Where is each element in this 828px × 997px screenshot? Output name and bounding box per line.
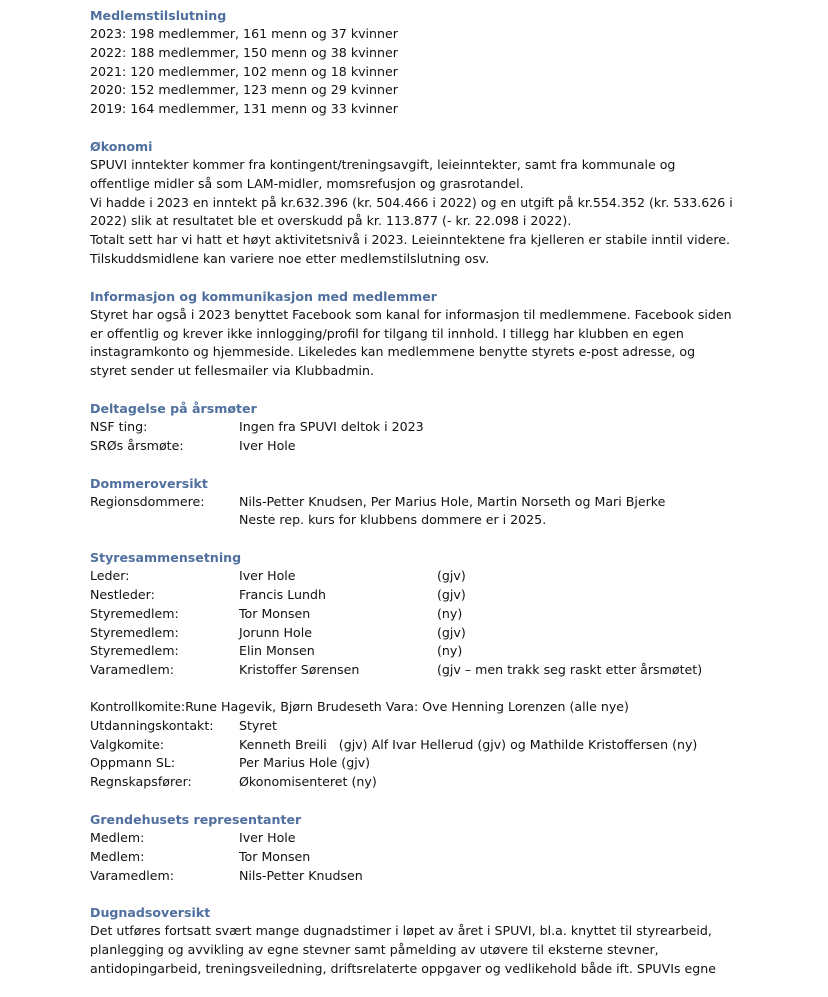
economy-section [90,137,790,269]
control-committee-label: Kontrollkomite: [90,698,186,714]
dugnad-line: antidopingarbeid, treningsveiledning, driftsrelaterte oppgaver og vedlikehold både ift. SPUVIs egne [90,960,716,976]
spacer [90,511,239,530]
committee-row [90,736,790,755]
grendehus-row [90,867,790,886]
meetings-section [90,399,790,456]
board-name: Elin Monsen [239,643,315,659]
committee-row [90,717,790,736]
info-line: Styret har også i 2023 benyttet Facebook som kanal for informasjon til medlemmene. Facebook siden [90,306,732,322]
grendehus-value: Iver Hole [239,829,296,845]
committee-row [90,754,790,773]
economy-line: Totalt sett har vi hatt et høyt aktivitetsnivå i 2023. Leieinntektene fra kjelleren er stabile inntil videre. [90,232,731,248]
grendehus-value: Tor Monsen [239,848,311,864]
board-name: Jorunn Hole [239,624,312,640]
committee-value: Kenneth Breili (gjv) Alf Ivar Hellerud (gjv) og Mathilde Kristoffersen (ny) [239,736,698,752]
referees-row [90,493,790,512]
board-row [90,605,790,624]
committee-label: Regnskapsfører: [90,774,192,790]
membership-section [90,6,790,119]
meetings-heading: Deltagelse på årsmøter [90,400,257,416]
dugnad-line: planlegging og avvikling av egne stevner samt påmelding av utøvere til eksterne stevner, [90,942,659,958]
referees-label: Regionsdommere: [90,493,205,509]
board-status: (gjv) [437,624,466,640]
board-name: Tor Monsen [239,605,311,621]
committee-value: Økonomisenteret (ny) [239,774,377,790]
board-name: Iver Hole [239,568,296,584]
info-line: styret sender ut fellesmailer via Klubbadmin. [90,363,374,379]
membership-heading: Medlemstilslutning [90,8,227,23]
grendehus-row [90,848,790,867]
info-line: instagramkonto og hjemmeside. Likeledes kan medlemmene benytte styrets e-post adresse, og [90,344,696,360]
board-role: Styremedlem: [90,605,179,621]
board-heading: Styresammensetning [90,550,242,566]
membership-line: 2020: 152 medlemmer, 123 menn og 29 kvinner [90,82,398,98]
board-status: (ny) [437,643,463,659]
grendehus-label: Medlem: [90,848,145,864]
committee-label: Valgkomite: [90,736,165,752]
economy-line: offentlige midler så som LAM-midler, momsrefusjon og grasrotandel. [90,175,524,191]
board-role: Styremedlem: [90,643,179,659]
meetings-row [90,418,790,437]
grendehus-label: Varamedlem: [90,867,175,883]
board-status: (gjv – men trakk seg raskt etter årsmøtet) [437,662,703,678]
board-section [90,548,790,680]
board-row [90,661,790,680]
info-line: er offentlig og krever ikke innlogging/profil for tilgang til innhold. I tillegg har klubben en egen [90,325,684,341]
board-name: Francis Lundh [239,586,326,602]
dugnad-heading: Dugnadsoversikt [90,905,211,921]
info-section [90,287,790,381]
referees-value: Nils-Petter Knudsen, Per Marius Hole, Martin Norseth og Mari Bjerke [239,493,666,509]
membership-line: 2019: 164 medlemmer, 131 menn og 33 kvinner [90,101,398,117]
committee-value: Per Marius Hole (gjv) [239,755,371,771]
board-row [90,586,790,605]
control-committee-row [90,698,790,717]
meetings-label: NSF ting: [90,418,148,434]
referees-note-row [90,511,790,530]
grendehus-heading: Grendehusets representanter [90,811,302,827]
board-row [90,642,790,661]
board-role: Leder: [90,568,130,584]
grendehus-value: Nils-Petter Knudsen [239,867,363,883]
economy-heading: Økonomi [90,138,153,154]
committee-value: Styret [239,717,277,733]
board-status: (ny) [437,605,463,621]
info-heading: Informasjon og kommunikasjon med medlemmer [90,288,437,304]
referees-section [90,474,790,531]
membership-line: 2022: 188 medlemmer, 150 menn og 38 kvinner [90,44,398,60]
grendehus-section [90,810,790,885]
economy-line: Vi hadde i 2023 en inntekt på kr.632.396 (kr. 504.466 i 2022) og en utgift på kr.554.352 (kr. 533.626 i [90,194,733,210]
economy-line: 2022) slik at resultatet ble et overskudd på kr. 113.877 (- kr. 22.098 i 2022). [90,213,572,229]
economy-line: SPUVI inntekter kommer fra kontingent/treningsavgift, leieinntekter, samt fra kommunale og [90,156,676,172]
meetings-value: Ingen fra SPUVI deltok i 2023 [239,418,424,434]
board-role: Varamedlem: [90,662,175,678]
dugnad-line: Det utføres fortsatt svært mange dugnadstimer i løpet av året i SPUVI, bl.a. knyttet til styrearbeid, [90,923,712,939]
meetings-row [90,437,790,456]
committee-row [90,773,790,792]
board-row [90,567,790,586]
grendehus-row [90,829,790,848]
board-status: (gjv) [437,568,466,584]
committee-label: Oppmann SL: [90,755,176,771]
referees-heading: Dommeroversikt [90,475,208,491]
economy-line: Tilskuddsmidlene kan variere noe etter medlemstilslutning osv. [90,250,490,266]
referees-note: Neste rep. kurs for klubbens dommere er i 2025. [239,512,547,528]
membership-line: 2023: 198 medlemmer, 161 menn og 37 kvinner [90,26,398,41]
committee-label: Utdanningskontakt: [90,717,214,733]
board-status: (gjv) [437,586,466,602]
board-name: Kristoffer Sørensen [239,662,360,678]
document-page [90,6,790,997]
meetings-label: SRØs årsmøte: [90,437,184,453]
board-role: Styremedlem: [90,624,179,640]
dugnad-section [90,903,790,978]
meetings-value: Iver Hole [239,437,296,453]
board-row [90,624,790,643]
control-committee-value: Rune Hagevik, Bjørn Brudeseth Vara: Ove Henning Lorenzen (alle nye) [185,698,629,714]
membership-line: 2021: 120 medlemmer, 102 menn og 18 kvinner [90,63,398,79]
board-role: Nestleder: [90,586,155,602]
grendehus-label: Medlem: [90,829,145,845]
committees-section [90,698,790,792]
